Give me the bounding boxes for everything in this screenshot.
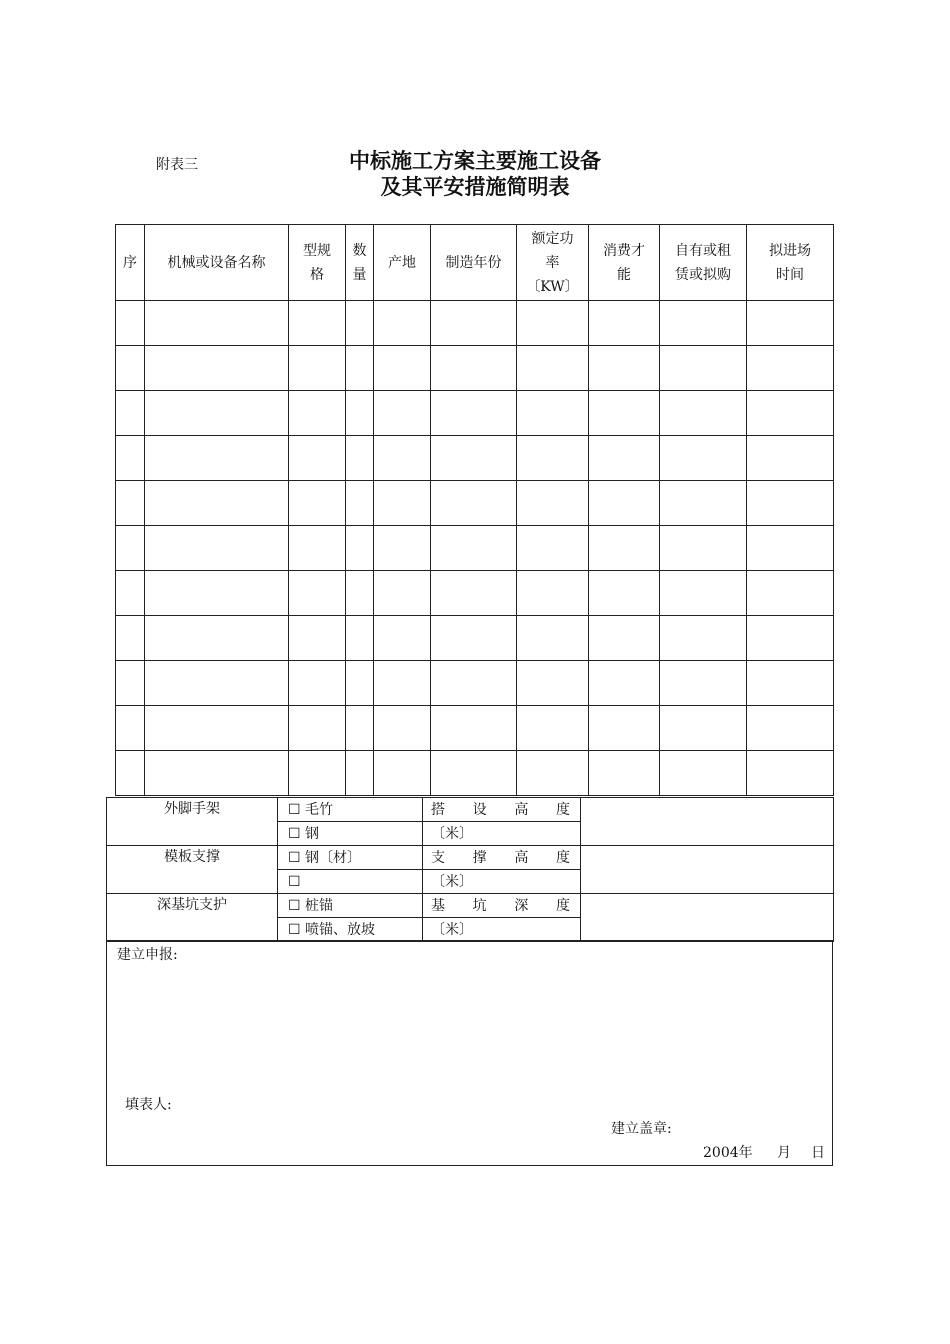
table-cell[interactable]: [747, 301, 834, 346]
table-cell[interactable]: [346, 391, 374, 436]
header-rated-power: 额定功 率 〔KW〕: [517, 225, 589, 301]
table-cell[interactable]: [145, 661, 289, 706]
table-cell[interactable]: [346, 661, 374, 706]
table-cell[interactable]: [289, 706, 346, 751]
table-cell[interactable]: [431, 751, 517, 796]
table-cell[interactable]: [747, 571, 834, 616]
table-cell[interactable]: [116, 661, 145, 706]
table-cell[interactable]: [346, 616, 374, 661]
table-cell[interactable]: [589, 751, 660, 796]
table-cell[interactable]: [589, 301, 660, 346]
table-row: [116, 571, 834, 616]
table-cell[interactable]: [116, 481, 145, 526]
table-cell[interactable]: [145, 706, 289, 751]
table-cell[interactable]: [346, 526, 374, 571]
appendix-label: 附表三: [156, 157, 198, 173]
table-cell[interactable]: [517, 301, 589, 346]
equipment-table: [115, 224, 834, 796]
measure-option[interactable]: ☐ 桩锚: [278, 894, 423, 918]
table-cell[interactable]: [431, 616, 517, 661]
table-cell[interactable]: [747, 481, 834, 526]
table-cell[interactable]: [660, 526, 747, 571]
table-cell[interactable]: [589, 571, 660, 616]
measure-option[interactable]: ☐: [278, 870, 423, 894]
table-cell[interactable]: [346, 436, 374, 481]
table-cell[interactable]: [116, 526, 145, 571]
header-equipment-name: 机械或设备名称: [145, 225, 289, 301]
table-cell[interactable]: [289, 661, 346, 706]
table-cell[interactable]: [145, 391, 289, 436]
table-cell[interactable]: [517, 526, 589, 571]
table-cell[interactable]: [431, 436, 517, 481]
table-cell[interactable]: [589, 526, 660, 571]
table-cell[interactable]: [289, 301, 346, 346]
measure-unit: 〔米〕: [423, 822, 581, 846]
measure-unit: 〔米〕: [423, 870, 581, 894]
measure-unit: 〔米〕: [423, 918, 581, 942]
table-cell[interactable]: [374, 481, 431, 526]
table-cell[interactable]: [116, 436, 145, 481]
table-cell[interactable]: [289, 616, 346, 661]
table-cell[interactable]: [116, 751, 145, 796]
table-cell[interactable]: [374, 706, 431, 751]
table-cell[interactable]: [145, 301, 289, 346]
table-cell[interactable]: [747, 391, 834, 436]
table-row: [116, 751, 834, 796]
table-cell[interactable]: [374, 301, 431, 346]
table-cell[interactable]: [517, 661, 589, 706]
equipment-header-row: [116, 225, 834, 301]
table-cell[interactable]: [589, 706, 660, 751]
table-cell[interactable]: [747, 526, 834, 571]
measure-name: 外脚手架: [107, 798, 278, 846]
header-entry-time: 拟进场 时间: [747, 225, 834, 301]
table-cell[interactable]: [346, 706, 374, 751]
table-cell[interactable]: [589, 391, 660, 436]
document-title-line1: 中标施工方案主要施工设备: [349, 148, 601, 173]
table-cell[interactable]: [116, 706, 145, 751]
measure-dimension-label: 支 撑 高 度: [423, 846, 581, 870]
header-ownership: 自有或租 赁或拟购: [660, 225, 747, 301]
table-row: [116, 661, 834, 706]
table-cell[interactable]: [289, 436, 346, 481]
declaration-box: [106, 940, 833, 1166]
table-cell[interactable]: [660, 301, 747, 346]
header-origin: 产地: [374, 225, 431, 301]
date-year: 2004年: [703, 1145, 753, 1161]
table-row: [116, 616, 834, 661]
table-cell[interactable]: [589, 616, 660, 661]
table-cell[interactable]: [747, 436, 834, 481]
table-cell[interactable]: [660, 616, 747, 661]
table-cell[interactable]: [589, 481, 660, 526]
table-cell[interactable]: [374, 661, 431, 706]
table-cell[interactable]: [660, 751, 747, 796]
measure-row: [107, 798, 834, 822]
table-cell[interactable]: [289, 751, 346, 796]
table-cell[interactable]: [346, 571, 374, 616]
table-cell[interactable]: [145, 436, 289, 481]
document-title-line2: 及其平安措施简明表: [380, 174, 570, 199]
table-cell[interactable]: [145, 526, 289, 571]
table-row: [116, 706, 834, 751]
table-cell[interactable]: [374, 346, 431, 391]
measure-value-cell[interactable]: [581, 846, 834, 894]
date-day: 日: [811, 1145, 825, 1161]
table-cell[interactable]: [747, 346, 834, 391]
table-cell[interactable]: [431, 301, 517, 346]
measure-option[interactable]: ☐ 喷锚、放坡: [278, 918, 423, 942]
table-cell[interactable]: [589, 346, 660, 391]
table-cell[interactable]: [145, 751, 289, 796]
measure-value-cell[interactable]: [581, 894, 834, 942]
table-cell[interactable]: [431, 571, 517, 616]
measure-value-cell[interactable]: [581, 798, 834, 846]
table-row: [116, 481, 834, 526]
table-cell[interactable]: [517, 391, 589, 436]
filler-label: 填表人:: [125, 1097, 172, 1113]
table-cell[interactable]: [431, 661, 517, 706]
table-cell[interactable]: [747, 706, 834, 751]
table-cell[interactable]: [116, 301, 145, 346]
table-cell[interactable]: [517, 751, 589, 796]
table-cell[interactable]: [431, 391, 517, 436]
table-cell[interactable]: [747, 616, 834, 661]
header-manufacture-year: 制造年份: [431, 225, 517, 301]
table-cell[interactable]: [374, 391, 431, 436]
table-row: [116, 436, 834, 481]
table-cell[interactable]: [346, 751, 374, 796]
table-cell[interactable]: [431, 481, 517, 526]
table-cell[interactable]: [431, 706, 517, 751]
measure-dimension-label: 搭 设 高 度: [423, 798, 581, 822]
table-cell[interactable]: [289, 391, 346, 436]
table-row: [116, 526, 834, 571]
measure-name: 深基坑支护: [107, 894, 278, 942]
table-cell[interactable]: [374, 571, 431, 616]
table-row: [116, 301, 834, 346]
table-cell[interactable]: [116, 616, 145, 661]
table-cell[interactable]: [145, 346, 289, 391]
table-cell[interactable]: [145, 616, 289, 661]
table-cell[interactable]: [289, 481, 346, 526]
measure-option[interactable]: ☐ 毛竹: [278, 798, 423, 822]
measure-dimension-label: 基 坑 深 度: [423, 894, 581, 918]
table-row: [116, 346, 834, 391]
table-cell[interactable]: [374, 616, 431, 661]
table-cell[interactable]: [517, 706, 589, 751]
table-cell[interactable]: [346, 481, 374, 526]
measure-name: 模板支撑: [107, 846, 278, 894]
table-cell[interactable]: [517, 436, 589, 481]
table-cell[interactable]: [589, 661, 660, 706]
table-cell[interactable]: [431, 346, 517, 391]
header-quantity: 数 量: [346, 225, 374, 301]
table-cell[interactable]: [116, 391, 145, 436]
table-cell[interactable]: [589, 436, 660, 481]
declaration-label: 建立申报:: [117, 947, 178, 963]
declaration-cell[interactable]: [107, 941, 833, 1166]
table-cell[interactable]: [660, 661, 747, 706]
table-cell[interactable]: [747, 661, 834, 706]
measure-option[interactable]: ☐ 钢: [278, 822, 423, 846]
table-cell[interactable]: [660, 706, 747, 751]
table-cell[interactable]: [747, 751, 834, 796]
table-cell[interactable]: [116, 346, 145, 391]
table-cell[interactable]: [517, 616, 589, 661]
table-cell[interactable]: [660, 481, 747, 526]
measure-row: [107, 846, 834, 870]
measure-row: [107, 894, 834, 918]
header-index: 序: [116, 225, 145, 301]
table-cell[interactable]: [660, 571, 747, 616]
table-cell[interactable]: [431, 526, 517, 571]
table-cell[interactable]: [660, 346, 747, 391]
header-capacity: 消费才 能: [589, 225, 660, 301]
table-cell[interactable]: [145, 571, 289, 616]
header-model-spec: 型规 格: [289, 225, 346, 301]
table-cell[interactable]: [374, 526, 431, 571]
table-cell[interactable]: [517, 571, 589, 616]
table-cell[interactable]: [660, 391, 747, 436]
table-cell[interactable]: [289, 571, 346, 616]
table-cell[interactable]: [346, 301, 374, 346]
table-cell[interactable]: [517, 481, 589, 526]
safety-measures-table: [106, 797, 834, 942]
table-cell[interactable]: [374, 751, 431, 796]
table-cell[interactable]: [346, 346, 374, 391]
table-cell[interactable]: [517, 346, 589, 391]
measure-option[interactable]: ☐ 钢〔材〕: [278, 846, 423, 870]
table-cell[interactable]: [145, 481, 289, 526]
table-cell[interactable]: [289, 526, 346, 571]
table-cell[interactable]: [374, 436, 431, 481]
table-cell[interactable]: [289, 346, 346, 391]
seal-label: 建立盖章:: [611, 1121, 672, 1137]
table-cell[interactable]: [116, 571, 145, 616]
table-row: [116, 391, 834, 436]
table-cell[interactable]: [660, 436, 747, 481]
date-month: 月: [777, 1145, 791, 1161]
